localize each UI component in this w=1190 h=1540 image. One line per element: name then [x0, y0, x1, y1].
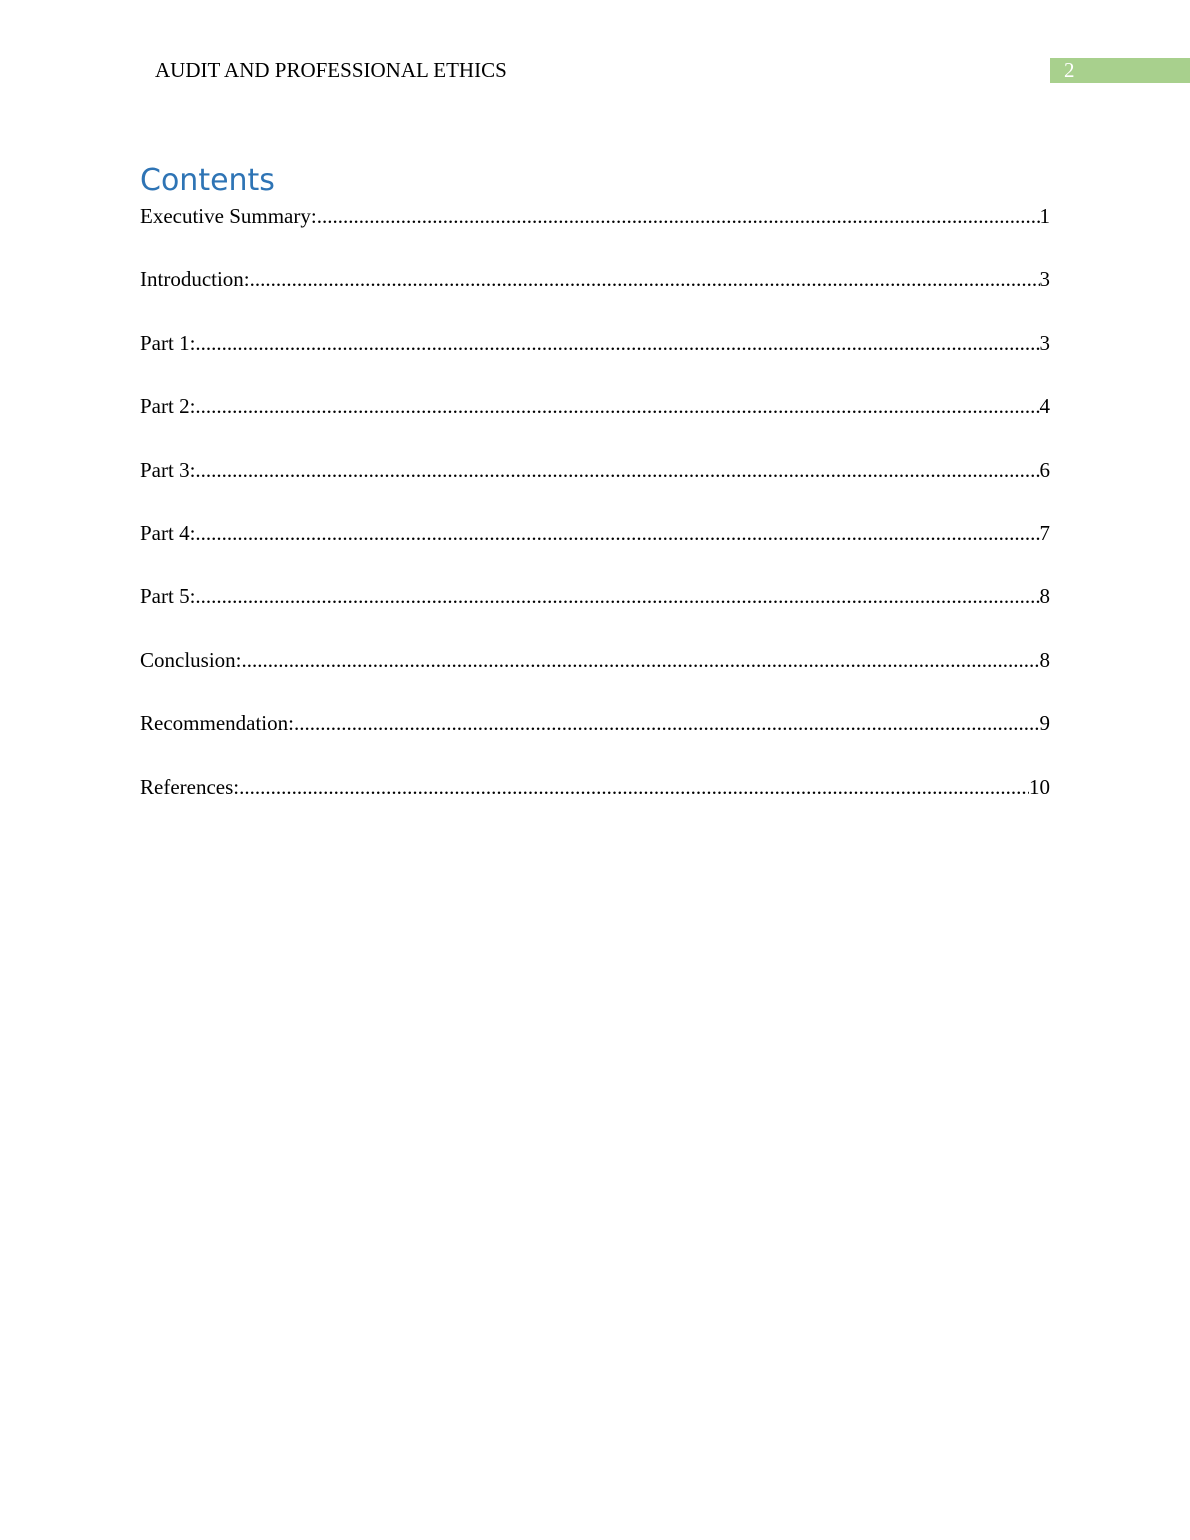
toc-dot-leader: [195, 518, 1039, 548]
page-number: 2: [1064, 58, 1075, 82]
toc-entry-part-3[interactable]: [140, 455, 1050, 518]
toc-entry-label: Part 3:: [140, 457, 196, 482]
toc-dot-leader: [250, 264, 1040, 294]
toc-entry-page: 4: [1039, 394, 1050, 419]
toc-entry-part-2[interactable]: [140, 391, 1050, 454]
toc-entry-page: 8: [1039, 584, 1050, 609]
toc-entry-page: 1: [1039, 204, 1050, 228]
toc-entry-page: 8: [1039, 647, 1050, 672]
toc-entry-label: Part 2:: [140, 394, 196, 419]
toc-entry-references[interactable]: [140, 772, 1050, 835]
toc-entry-label: References:: [140, 774, 240, 799]
toc-entry-label: Conclusion:: [140, 647, 242, 672]
toc-dot-leader: [317, 201, 1040, 231]
toc-entry-label: Executive Summary:: [140, 204, 317, 228]
toc-entry-label: Part 4:: [140, 520, 196, 545]
toc-dot-leader: [195, 581, 1039, 611]
toc-entry-part-4[interactable]: [140, 518, 1050, 581]
toc-dot-leader: [239, 772, 1029, 802]
toc-dot-leader: [195, 455, 1039, 485]
toc-entry-label: Introduction:: [140, 267, 250, 292]
toc-entry-introduction[interactable]: [140, 264, 1050, 327]
toc-dot-leader: [242, 645, 1040, 675]
toc-entry-page: 6: [1039, 457, 1050, 482]
toc-entry-page: 3: [1039, 330, 1050, 355]
toc-dot-leader: [195, 328, 1039, 358]
toc-entry-part-5[interactable]: [140, 581, 1050, 644]
toc-heading: Contents: [140, 163, 275, 198]
toc-entry-label: Recommendation:: [140, 711, 294, 736]
toc-entry-page: 10: [1029, 774, 1050, 799]
toc-entry-executive-summary[interactable]: [140, 201, 1050, 264]
toc-entry-label: Part 5:: [140, 584, 196, 609]
toc-dot-leader: [294, 708, 1040, 738]
toc-entry-page: 3: [1039, 267, 1050, 292]
toc-entry-page: 7: [1039, 520, 1050, 545]
page-number-badge: [1050, 58, 1190, 83]
toc-entry-conclusion[interactable]: [140, 645, 1050, 708]
toc-entry-part-1[interactable]: [140, 328, 1050, 391]
toc-entry-recommendation[interactable]: [140, 708, 1050, 771]
running-header-title: AUDIT AND PROFESSIONAL ETHICS: [155, 58, 507, 82]
toc-dot-leader: [195, 391, 1039, 421]
toc-entry-page: 9: [1039, 711, 1050, 736]
table-of-contents: [140, 201, 1050, 835]
toc-entry-label: Part 1:: [140, 330, 196, 355]
